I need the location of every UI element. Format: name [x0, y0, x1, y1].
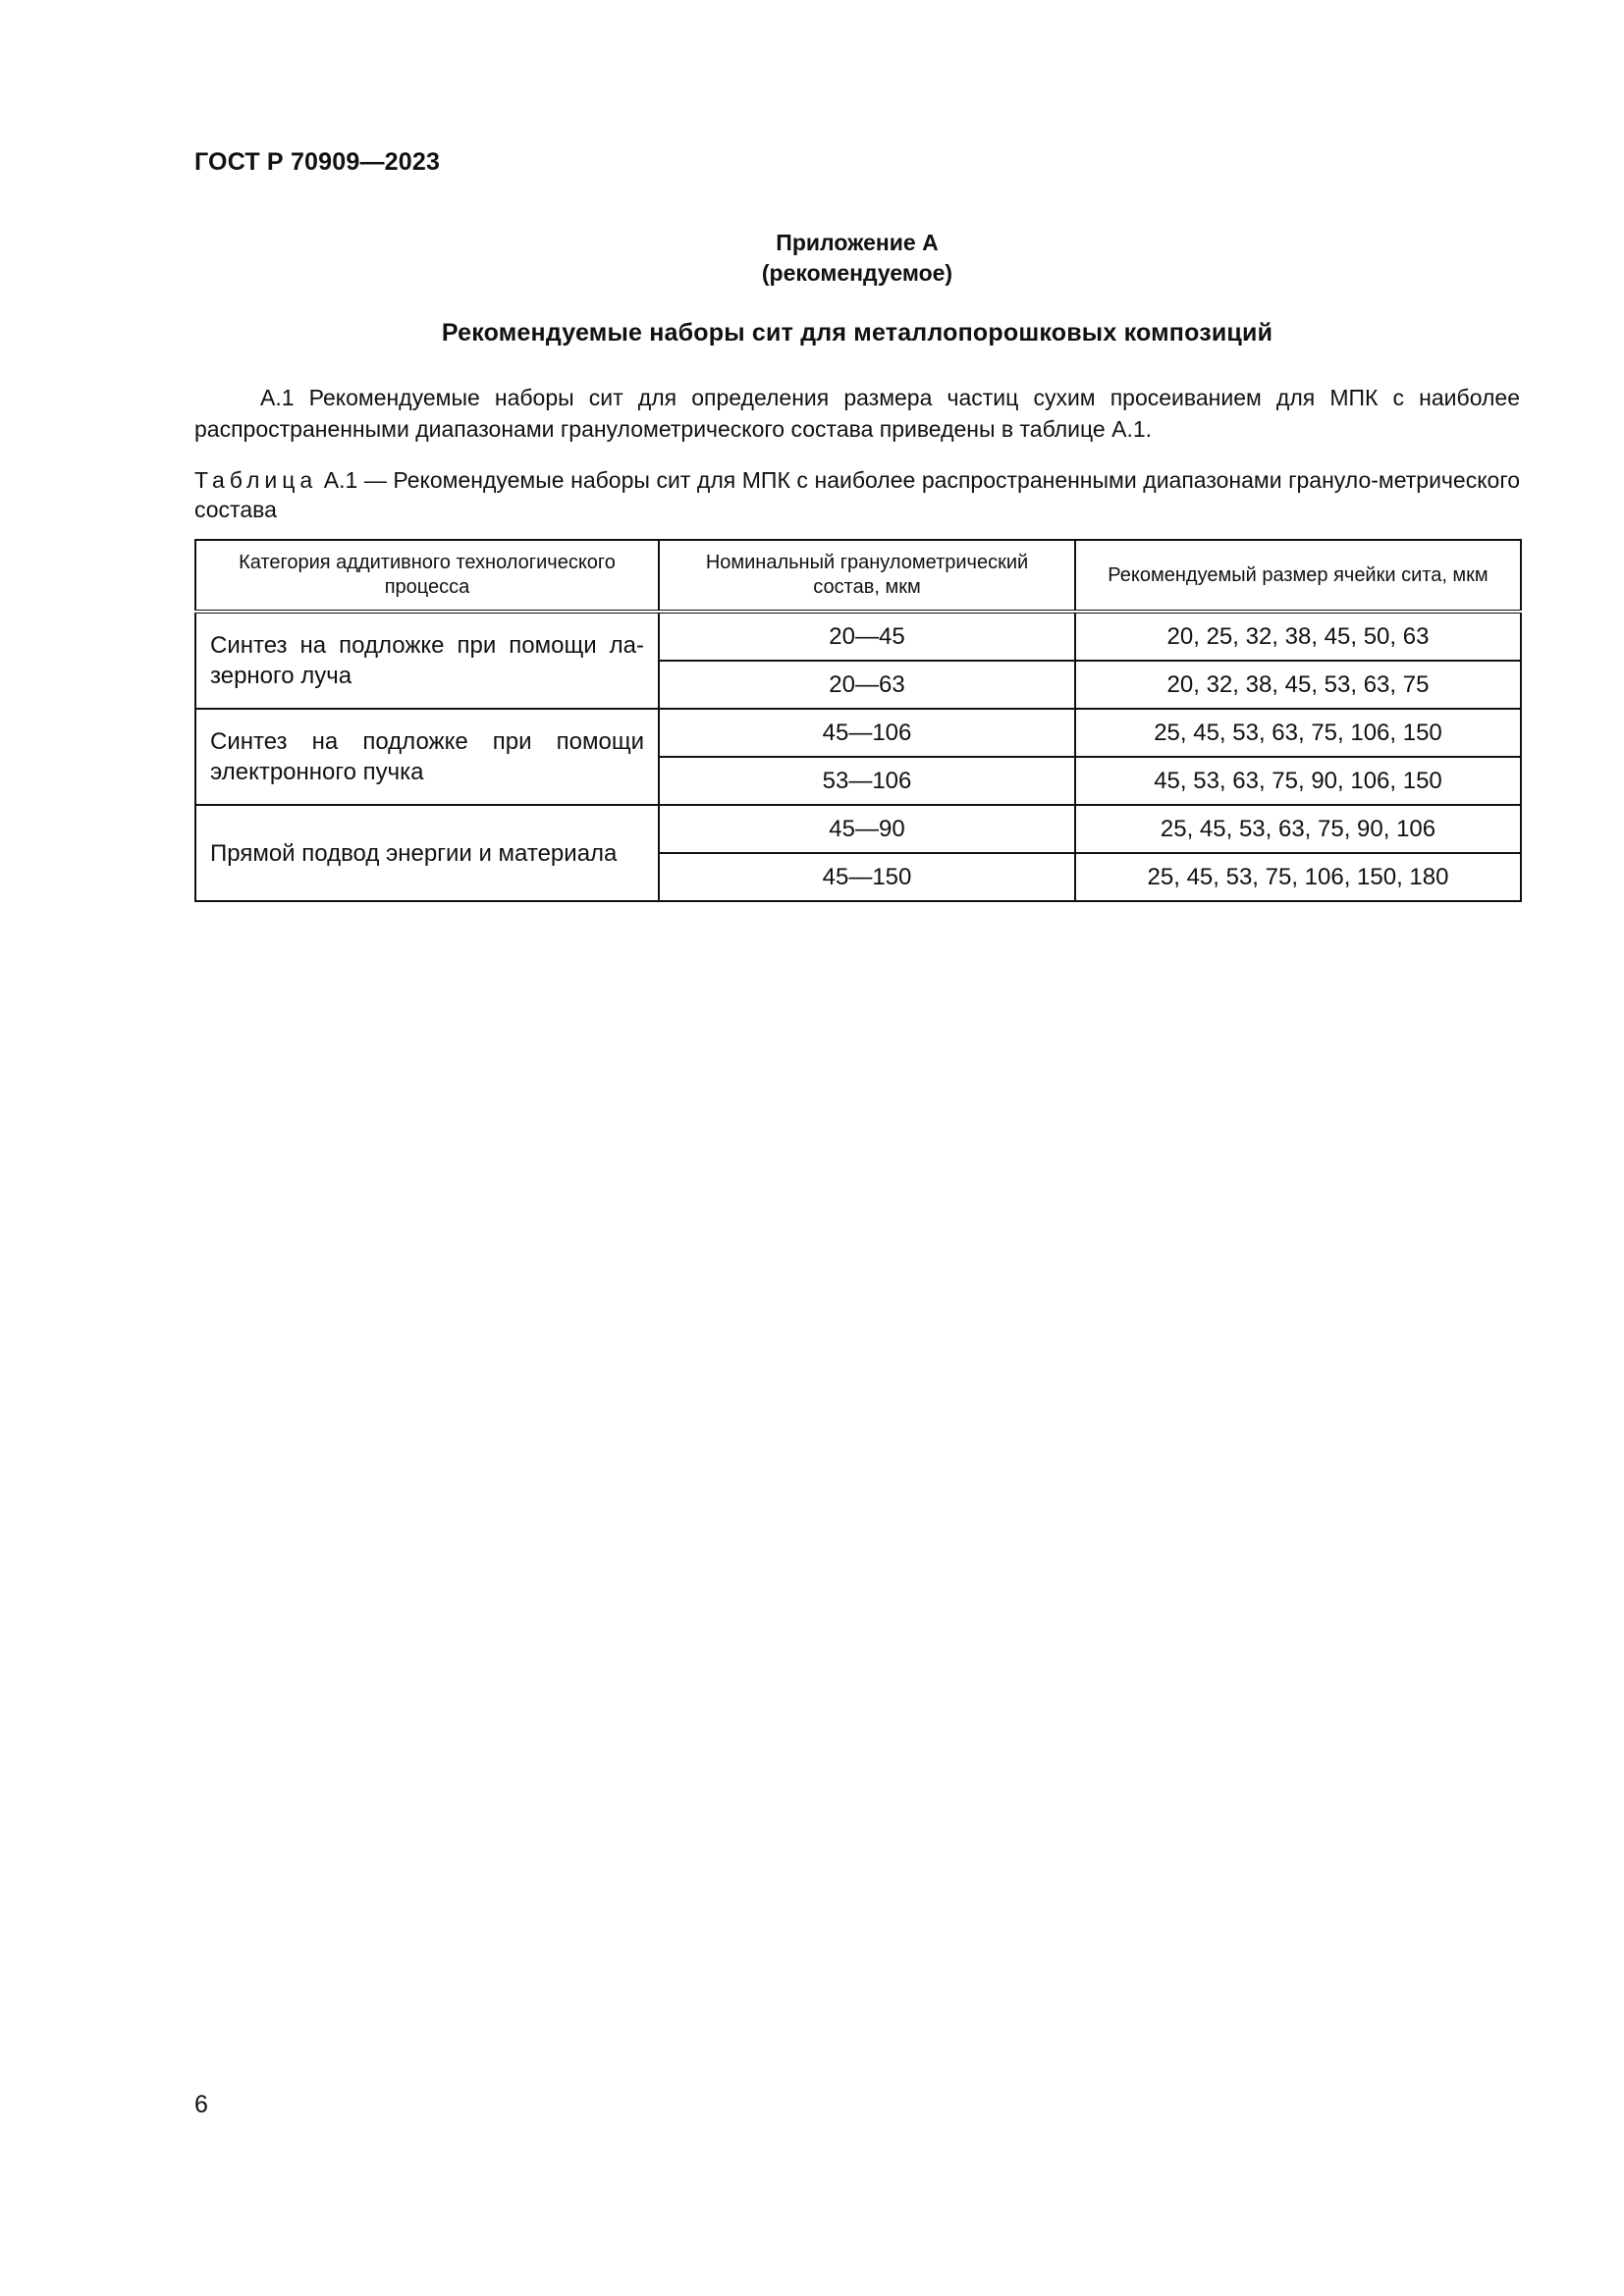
- paragraph-a1: [194, 382, 1520, 445]
- page-number: 6: [194, 2091, 208, 2118]
- annex-heading: Рекомендуемые наборы сит для металлопорошковых композиций: [441, 319, 1273, 347]
- header-nominal-range: Номинальный гранулометрический состав, мкм: [659, 540, 1075, 612]
- category-cell: Синтез на подложке при помощи ла-зерного луча: [195, 612, 659, 709]
- table-caption-text: А.1 — Рекомендуемые наборы сит для МПК с наиболее распространенными диапазонами грануло-метрического состава: [194, 467, 1520, 522]
- header-category: Категория аддитивного технологического процесса: [195, 540, 659, 612]
- sieve-sets-table: [194, 539, 1522, 902]
- range-cell: 20—45: [659, 612, 1075, 661]
- annex-title-block: [194, 228, 1520, 289]
- annex-title: Приложение А: [776, 230, 939, 255]
- sieves-cell: 45, 53, 63, 75, 90, 106, 150: [1075, 757, 1521, 805]
- sieves-cell: 25, 45, 53, 75, 106, 150, 180: [1075, 853, 1521, 901]
- table-row: [195, 709, 1521, 757]
- paragraph-a1-text: А.1 Рекомендуемые наборы сит для определения размера частиц сухим просеиванием для МПК с наиболее распространенными диапазонами гранулометрического состава приведены в таблице А.1.: [194, 385, 1520, 442]
- sieves-cell: 20, 25, 32, 38, 45, 50, 63: [1075, 612, 1521, 661]
- range-cell: 45—90: [659, 805, 1075, 853]
- range-cell: 53—106: [659, 757, 1075, 805]
- table-row: [195, 612, 1521, 661]
- range-cell: 45—150: [659, 853, 1075, 901]
- document-id: ГОСТ Р 70909—2023: [194, 148, 441, 176]
- sieves-cell: 25, 45, 53, 63, 75, 90, 106: [1075, 805, 1521, 853]
- category-cell: Прямой подвод энергии и материала: [195, 805, 659, 901]
- table-header-row: [195, 540, 1521, 612]
- category-cell: Синтез на подложке при помощи электронного пучка: [195, 709, 659, 805]
- table-caption-label: Таблица: [194, 467, 318, 493]
- range-cell: 45—106: [659, 709, 1075, 757]
- range-cell: 20—63: [659, 661, 1075, 709]
- sieves-cell: 25, 45, 53, 63, 75, 106, 150: [1075, 709, 1521, 757]
- annex-status: (рекомендуемое): [761, 260, 953, 286]
- table-row: [195, 805, 1521, 853]
- header-sieve-size: Рекомендуемый размер ячейки сита, мкм: [1075, 540, 1521, 612]
- sieves-cell: 20, 32, 38, 45, 53, 63, 75: [1075, 661, 1521, 709]
- table-caption: [194, 465, 1520, 524]
